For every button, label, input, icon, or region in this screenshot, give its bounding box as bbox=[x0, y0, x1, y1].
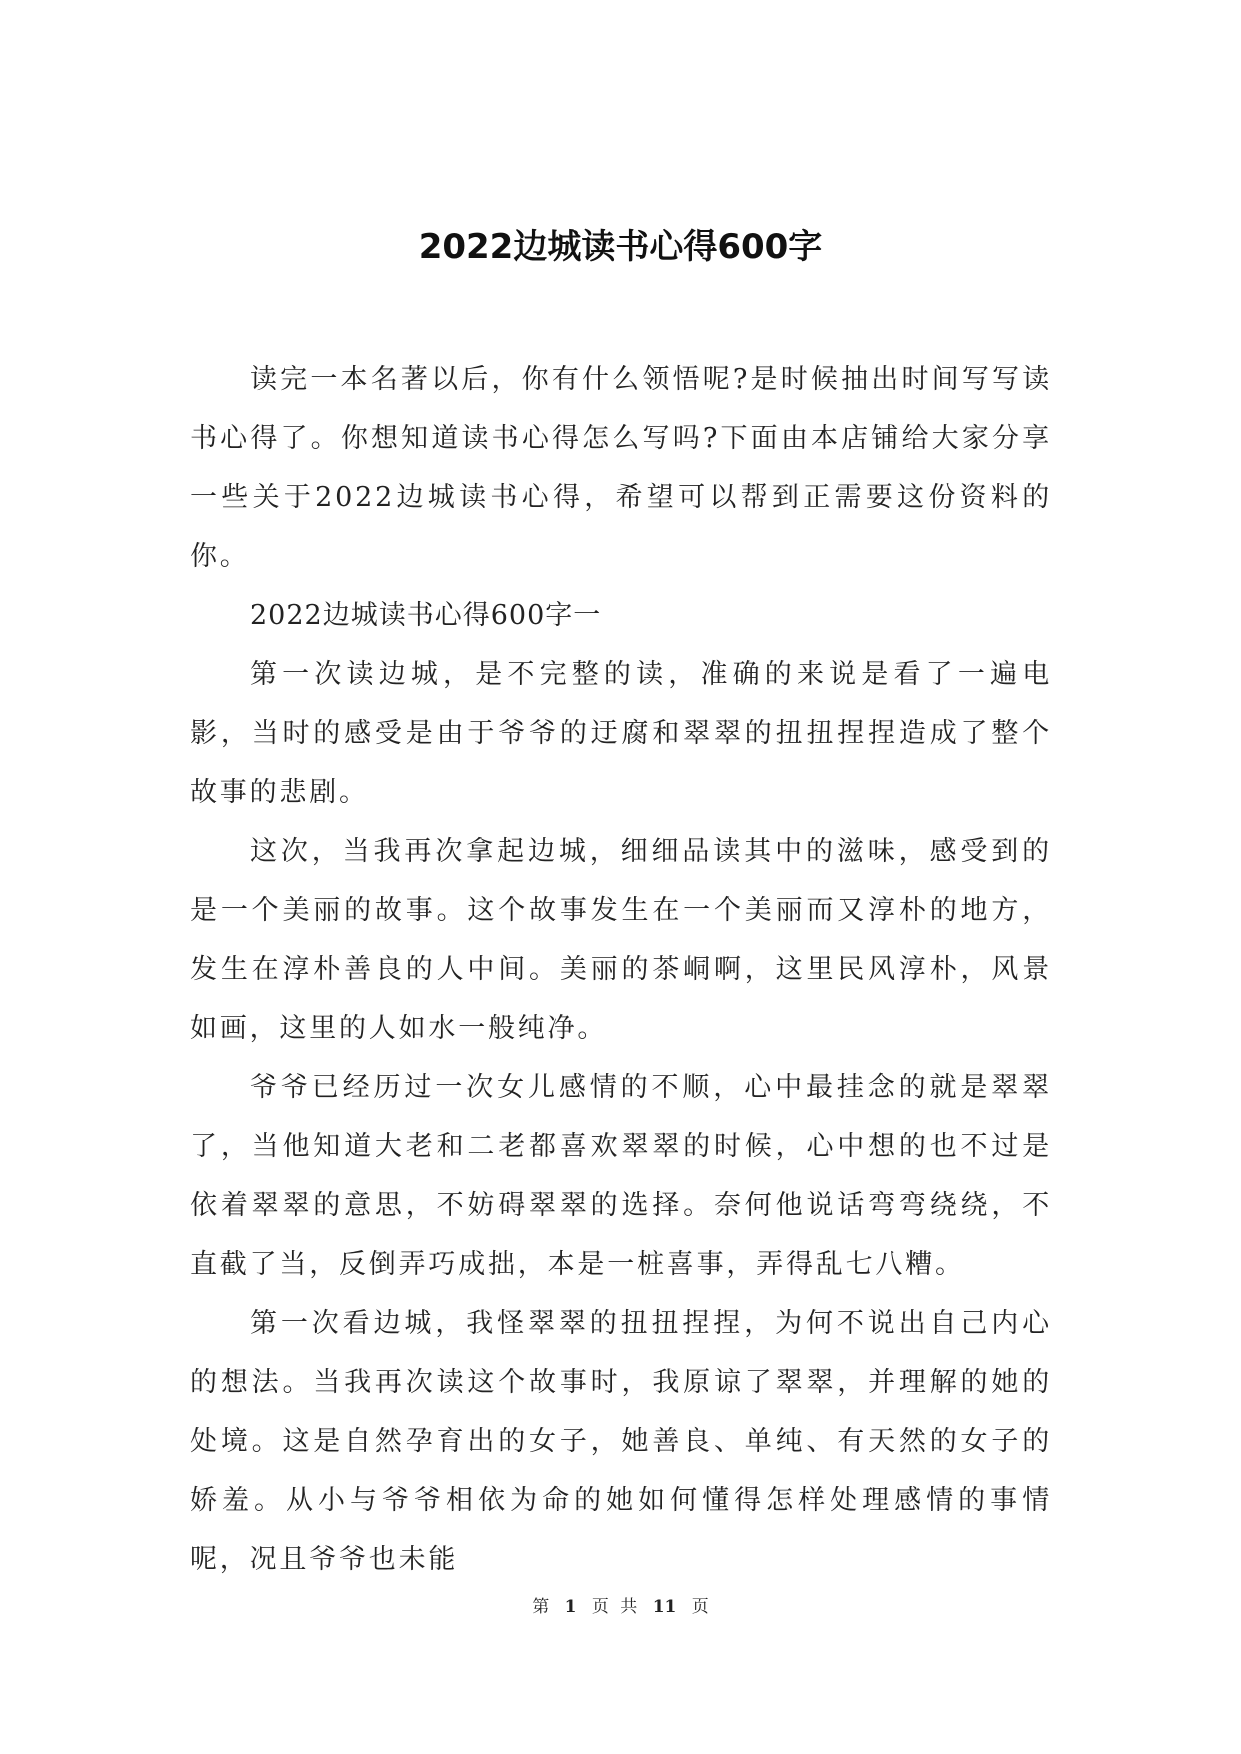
page-footer bbox=[0, 1595, 1241, 1619]
current-page-number: 1 bbox=[564, 1597, 577, 1617]
paragraph: 爷爷已经历过一次女儿感情的不顺，心中最挂念的就是翠翠了，当他知道大老和二老都喜欢翠翠的时候，心中想的也不过是依着翠翠的意思，不妨碍翠翠的选择。奈何他说话弯弯绕绕，不直截了当，反倒弄巧成拙，本是一桩喜事，弄得乱七八糟。 bbox=[190, 1072, 1052, 1280]
paragraph: 第一次读边城，是不完整的读，准确的来说是看了一遍电影，当时的感受是由于爷爷的迂腐和翠翠的扭扭捏捏造成了整个故事的悲剧。 bbox=[190, 659, 1052, 808]
footer-prefix: 第 bbox=[532, 1597, 550, 1617]
document-body bbox=[190, 350, 1052, 1589]
paragraph: 这次，当我再次拿起边城，细细品读其中的滋味，感受到的是一个美丽的故事。这个故事发生在一个美丽而又淳朴的地方，发生在淳朴善良的人中间。美丽的茶峒啊，这里民风淳朴，风景如画，这里的人如水一般纯净。 bbox=[190, 836, 1052, 1044]
footer-suffix: 页 bbox=[691, 1597, 709, 1617]
paragraph-intro: 读完一本名著以后，你有什么领悟呢?是时候抽出时间写写读书心得了。你想知道读书心得怎么写吗?下面由本店铺给大家分享一些关于2022边城读书心得，希望可以帮到正需要这份资料的你。 bbox=[190, 364, 1052, 572]
total-pages-number: 11 bbox=[652, 1597, 677, 1617]
document-title: 2022边城读书心得600字 bbox=[418, 227, 823, 267]
footer-middle: 页 共 bbox=[591, 1597, 638, 1617]
paragraph: 第一次看边城，我怪翠翠的扭扭捏捏，为何不说出自己内心的想法。当我再次读这个故事时，我原谅了翠翠，并理解的她的处境。这是自然孕育出的女子，她善良、单纯、有天然的女子的娇羞。从小与爷爷相依为命的她如何懂得怎样处理感情的事情呢，况且爷爷也未能 bbox=[190, 1308, 1052, 1575]
section-heading: 2022边城读书心得600字一 bbox=[250, 600, 602, 631]
